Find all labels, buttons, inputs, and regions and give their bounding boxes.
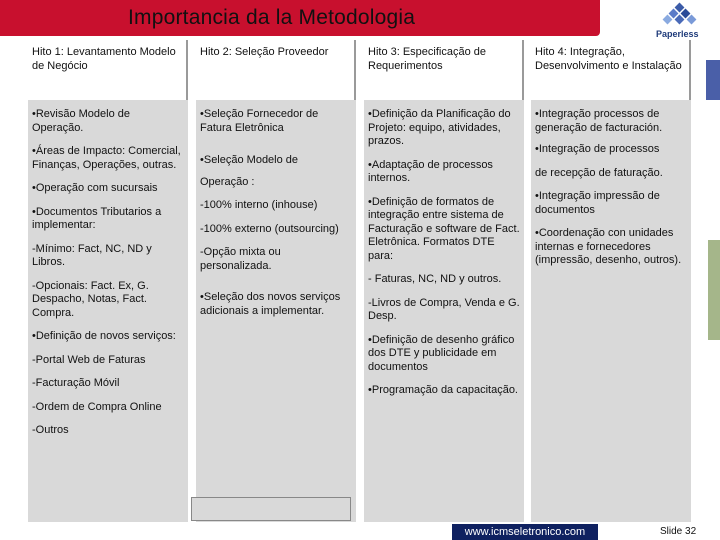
column-body [200,108,352,318]
logo-text: Paperless [656,29,699,39]
list-item: •Revisão Modelo de Operação. [32,108,131,134]
list-item: -Opcionais: Fact. Ex, G. Despacho, Notas, Fact. Compra. [32,279,149,319]
column-hito-4 [531,40,691,522]
column-header-label: Hito 1: Levantamento Modelo de Negócio [32,46,176,72]
list-item: •Integração de processos [535,143,660,155]
list-item: •Seleção Modelo de [200,154,299,166]
list-item: de recepção de faturação. [535,166,663,179]
list-item: -Mínimo: Fact, NC, ND y Libros. [32,242,152,268]
left-decoration [0,36,24,540]
list-item: •Seleção dos novos serviços adicionais a implementar. [200,291,341,317]
column-header-label: Hito 2: Seleção Proveedor [200,46,329,58]
list-item: •Integração impressão de documentos [535,190,660,216]
page-title: Importancia da la Metodologia [128,6,416,29]
column-hito-2 [196,40,356,522]
column-body [368,108,520,398]
column-header [364,40,524,100]
list-item: •Integração processos de generação de facturación. [535,108,663,134]
column-header [531,40,691,100]
column-body [32,108,184,438]
slide-number: Slide 32 [660,526,697,537]
list-item: •Adaptação de processos internos. [368,158,493,184]
list-item: -100% interno (inhouse) [200,199,318,211]
footer-bar [191,497,351,521]
list-item: -Facturação Móvil [32,377,120,389]
list-item: •Definição de formatos de integração entre sistema de Facturação e software de Fact. Eletrônica. Formatos DTE para: [368,195,520,262]
list-item: -100% externo (outsourcing) [200,222,339,235]
list-item: •Definição de novos serviços: [32,330,176,342]
right-green-block [708,240,720,340]
list-item: •Coordenação con unidades internas e fornecedores (impressão, desenho, outros). [535,227,682,266]
list-item: •Programação da capacitação. [368,384,518,396]
list-item: •Seleção Fornecedor de Fatura Eletrônica [200,108,319,134]
list-item: -Ordem de Compra Online [32,400,162,413]
list-item: •Definição de desenho gráfico dos DTE y publicidade em documentos [368,333,515,373]
column-header [28,40,188,100]
right-blue-block [706,60,720,100]
list-item: -Opção mixta ou personalizada. [200,246,281,272]
list-item: - Faturas, NC, ND y outros. [368,273,502,285]
list-item: •Documentos Tributarios a implementar: [32,205,162,231]
list-item: •Áreas de Impacto: Comercial, Finanças, Operações, outras. [32,145,181,171]
column-header-label: Hito 4: Integração, Desenvolvimento e Instalação [535,46,682,72]
url-link[interactable]: www.icmseletronico.com [452,524,598,540]
column-header-label: Hito 3: Especificação de Requerimentos [368,46,487,72]
list-item: •Operação com sucursais [32,182,158,194]
list-item: -Portal Web de Faturas [32,353,146,366]
list-item: •Definição da Planificação do Projeto: equipo, atividades, prazos. [368,108,511,147]
column-body [535,108,687,268]
column-hito-1 [28,40,188,522]
column-hito-3 [364,40,524,522]
column-header [196,40,356,100]
list-item: Operação : [200,175,255,188]
list-item: -Outros [32,424,69,436]
list-item: -Livros de Compra, Venda e G. Desp. [368,296,520,322]
